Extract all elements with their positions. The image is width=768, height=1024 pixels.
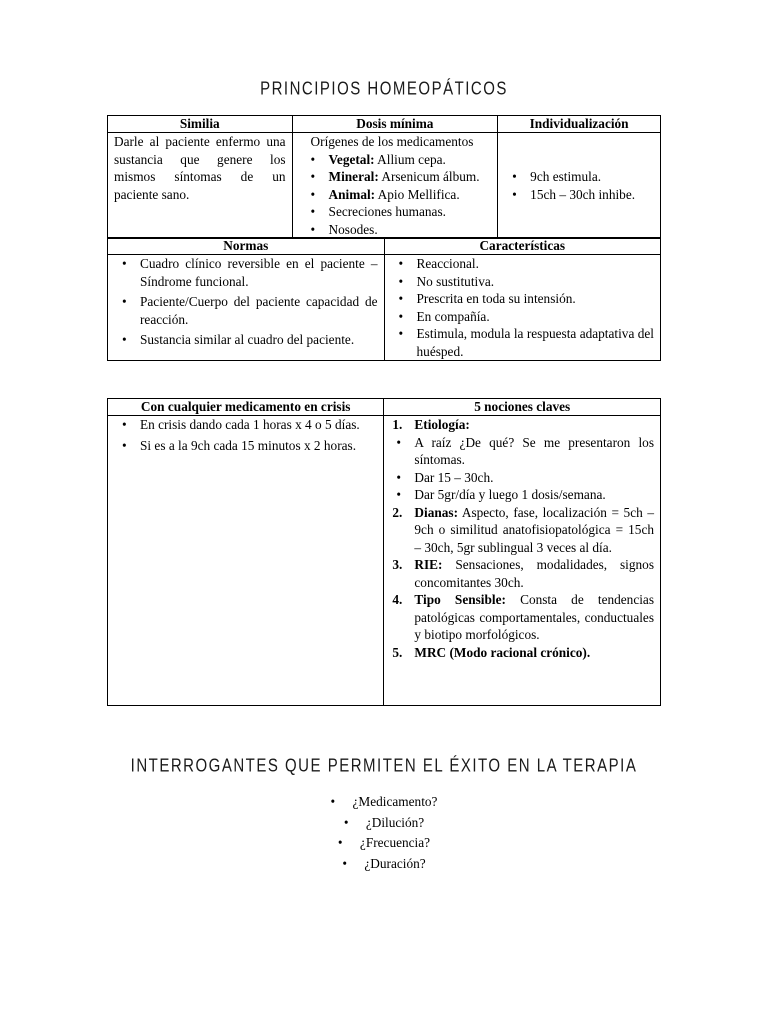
questions-list: [0, 792, 768, 874]
list-item: • Dar 5gr/día y luego 1 dosis/semana.: [392, 486, 654, 504]
list-item: • A raíz ¿De qué? Se me presentaron los síntomas.: [392, 434, 654, 469]
list-item: • Dar 15 – 30ch.: [392, 469, 654, 487]
list-item: • Si es a la 9ch cada 15 minutos x 2 horas.: [118, 437, 377, 455]
list-item: • ¿Duración?: [342, 854, 425, 875]
list-item: • ¿Medicamento?: [331, 792, 438, 813]
header-individualizacion: Individualización: [498, 116, 661, 133]
page-title: PRINCIPIOS HOMEOPÁTICOS: [260, 78, 508, 100]
dosis-intro: Orígenes de los medicamentos: [310, 134, 474, 149]
normas-cell: [108, 255, 385, 361]
principles-table: [107, 115, 661, 239]
list-item: • Secreciones humanas.: [307, 203, 492, 221]
list-item: 3. RIE: Sensaciones, modalidades, signos concomitantes 30ch.: [392, 557, 654, 590]
list-item: • Animal: Apio Mellifica.: [307, 186, 492, 204]
crisis-cell: [108, 416, 384, 706]
header-caracteristicas: Características: [384, 238, 660, 255]
list-item: 2. Dianas: Aspecto, fase, localización = 5ch – 9ch o similitud anatofisiopatológica = 15ch – 30ch, 5gr sublingual 3 veces al día.: [392, 504, 654, 555]
list-item: 4. Tipo Sensible: Consta de tendencias patológicas comportamentales, conductuales y biotipo morfológicos.: [392, 592, 655, 642]
similia-cell: [108, 133, 293, 239]
dosis-cell: [292, 133, 498, 239]
list-item: • Vegetal: Allium cepa.: [307, 151, 492, 169]
rules-table: [107, 237, 661, 361]
list-item: • Sustancia similar al cuadro del paciente.: [118, 331, 378, 349]
list-item: • Estimula, modula la respuesta adaptativa del huésped.: [395, 325, 654, 360]
list-item: • Prescrita en toda su intensión.: [395, 290, 654, 308]
nociones-cell: [384, 416, 661, 706]
header-normas: Normas: [108, 238, 385, 255]
list-item: • 15ch – 30ch inhibe.: [508, 186, 654, 204]
list-item: 1. Etiología:: [392, 417, 470, 432]
list-item: • 9ch estimula.: [508, 168, 654, 186]
header-nociones: 5 nociones claves: [384, 399, 661, 416]
list-item: 5. MRC (Modo racional crónico).: [392, 644, 591, 660]
list-item: • No sustitutiva.: [395, 273, 654, 291]
caracteristicas-cell: [384, 255, 660, 361]
section-title: INTERROGANTES QUE PERMITEN EL ÉXITO EN LA TERAPIA: [130, 755, 638, 777]
header-similia: Similia: [108, 116, 293, 133]
list-item: • En crisis dando cada 1 horas x 4 o 5 días.: [118, 416, 377, 434]
list-item: • Reaccional.: [395, 255, 654, 273]
header-crisis: Con cualquier medicamento en crisis: [108, 399, 384, 416]
header-dosis-minima: Dosis mínima: [292, 116, 498, 133]
list-item: • En compañía.: [395, 308, 654, 326]
similia-text: Darle al paciente enfermo una sustancia que genere los mismos síntomas de un paciente sano.: [114, 134, 286, 202]
individualizacion-cell: [498, 133, 661, 239]
list-item: • Mineral: Arsenicum álbum.: [307, 168, 492, 186]
list-item: • ¿Dilución?: [344, 813, 424, 834]
crisis-table: [107, 398, 661, 706]
list-item: • Cuadro clínico reversible en el paciente – Síndrome funcional.: [118, 255, 378, 290]
list-item: • Paciente/Cuerpo del paciente capacidad de reacción.: [118, 293, 378, 328]
list-item: • ¿Frecuencia?: [338, 833, 430, 854]
list-item: • Nosodes.: [307, 221, 492, 239]
